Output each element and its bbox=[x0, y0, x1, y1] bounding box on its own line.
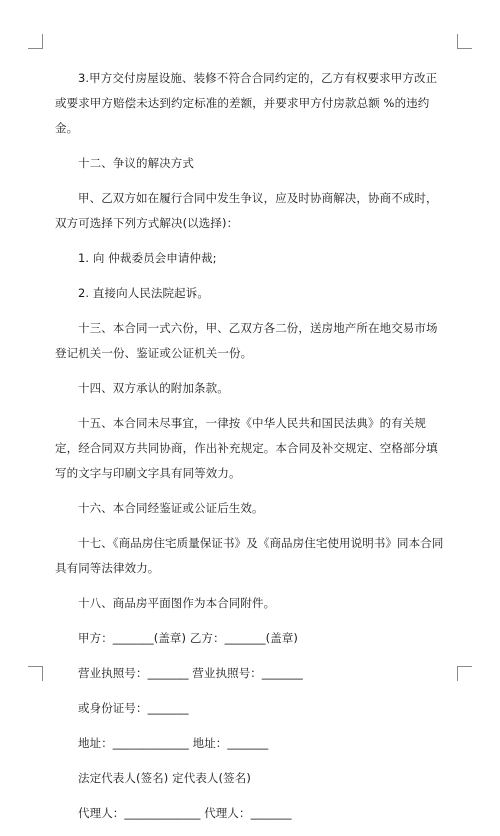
section-12-heading: 十二、争议的解决方式 bbox=[78, 156, 194, 170]
section-13-paragraph: 十三、本合同一式六份，甲、乙双方各二份，送房地产所在地交易市场登记机关一份、鉴证或公证机关一份。 bbox=[55, 321, 438, 360]
page-corner-mark-bottom-left bbox=[28, 666, 43, 681]
section-17-paragraph: 十七、《商品房住宅质量保证书》及《商品房住宅使用说明书》同本合同具有同等法律效力。 bbox=[55, 536, 444, 575]
page-corner-mark-top-left bbox=[28, 34, 43, 49]
clause-3-breach-paragraph: 3.甲方交付房屋设施、装修不符合合同约定的，乙方有权要求甲方改正或要求甲方赔偿未达到约定标准的差额，并要求甲方付房款总额 %的违约金。 bbox=[55, 71, 438, 135]
signature-legal-representative: 法定代表人(签名) 定代表人(签名) bbox=[78, 771, 251, 785]
dispute-resolution-paragraph: 甲、乙双方如在履行合同中发生争议，应及时协商解决，协商不成时，双方可选择下列方式解决(以选择)： bbox=[55, 191, 438, 230]
option-court: 2. 直接向人民法院起诉。 bbox=[78, 286, 209, 300]
signature-agent: 代理人：_____________ 代理人：_______ bbox=[78, 806, 292, 820]
signature-party-seals: 甲方：_______(盖章) 乙方：_______(盖章) bbox=[78, 631, 299, 645]
section-14-paragraph: 十四、双方承认的附加条款。 bbox=[78, 381, 229, 395]
document-body bbox=[55, 66, 445, 836]
signature-id-number: 或身份证号：_______ bbox=[78, 701, 189, 715]
page-corner-mark-bottom-right bbox=[457, 666, 472, 681]
section-18-paragraph: 十八、商品房平面图作为本合同附件。 bbox=[78, 596, 276, 610]
signature-address: 地址：_____________ 地址：_______ bbox=[78, 736, 269, 750]
section-15-paragraph: 十五、本合同未尽事宜，一律按《中华人民共和国民法典》的有关规定，经合同双方共同协商，作出补充规定。本合同及补交规定、空格部分填写的文字与印刷文字具有同等效力。 bbox=[55, 416, 438, 480]
option-arbitration: 1. 向 仲裁委员会申请仲裁; bbox=[78, 251, 217, 265]
page-corner-mark-top-right bbox=[457, 34, 472, 49]
signature-business-license: 营业执照号：_______ 营业执照号：_______ bbox=[78, 666, 303, 680]
section-16-paragraph: 十六、本合同经鉴证或公证后生效。 bbox=[78, 501, 264, 515]
